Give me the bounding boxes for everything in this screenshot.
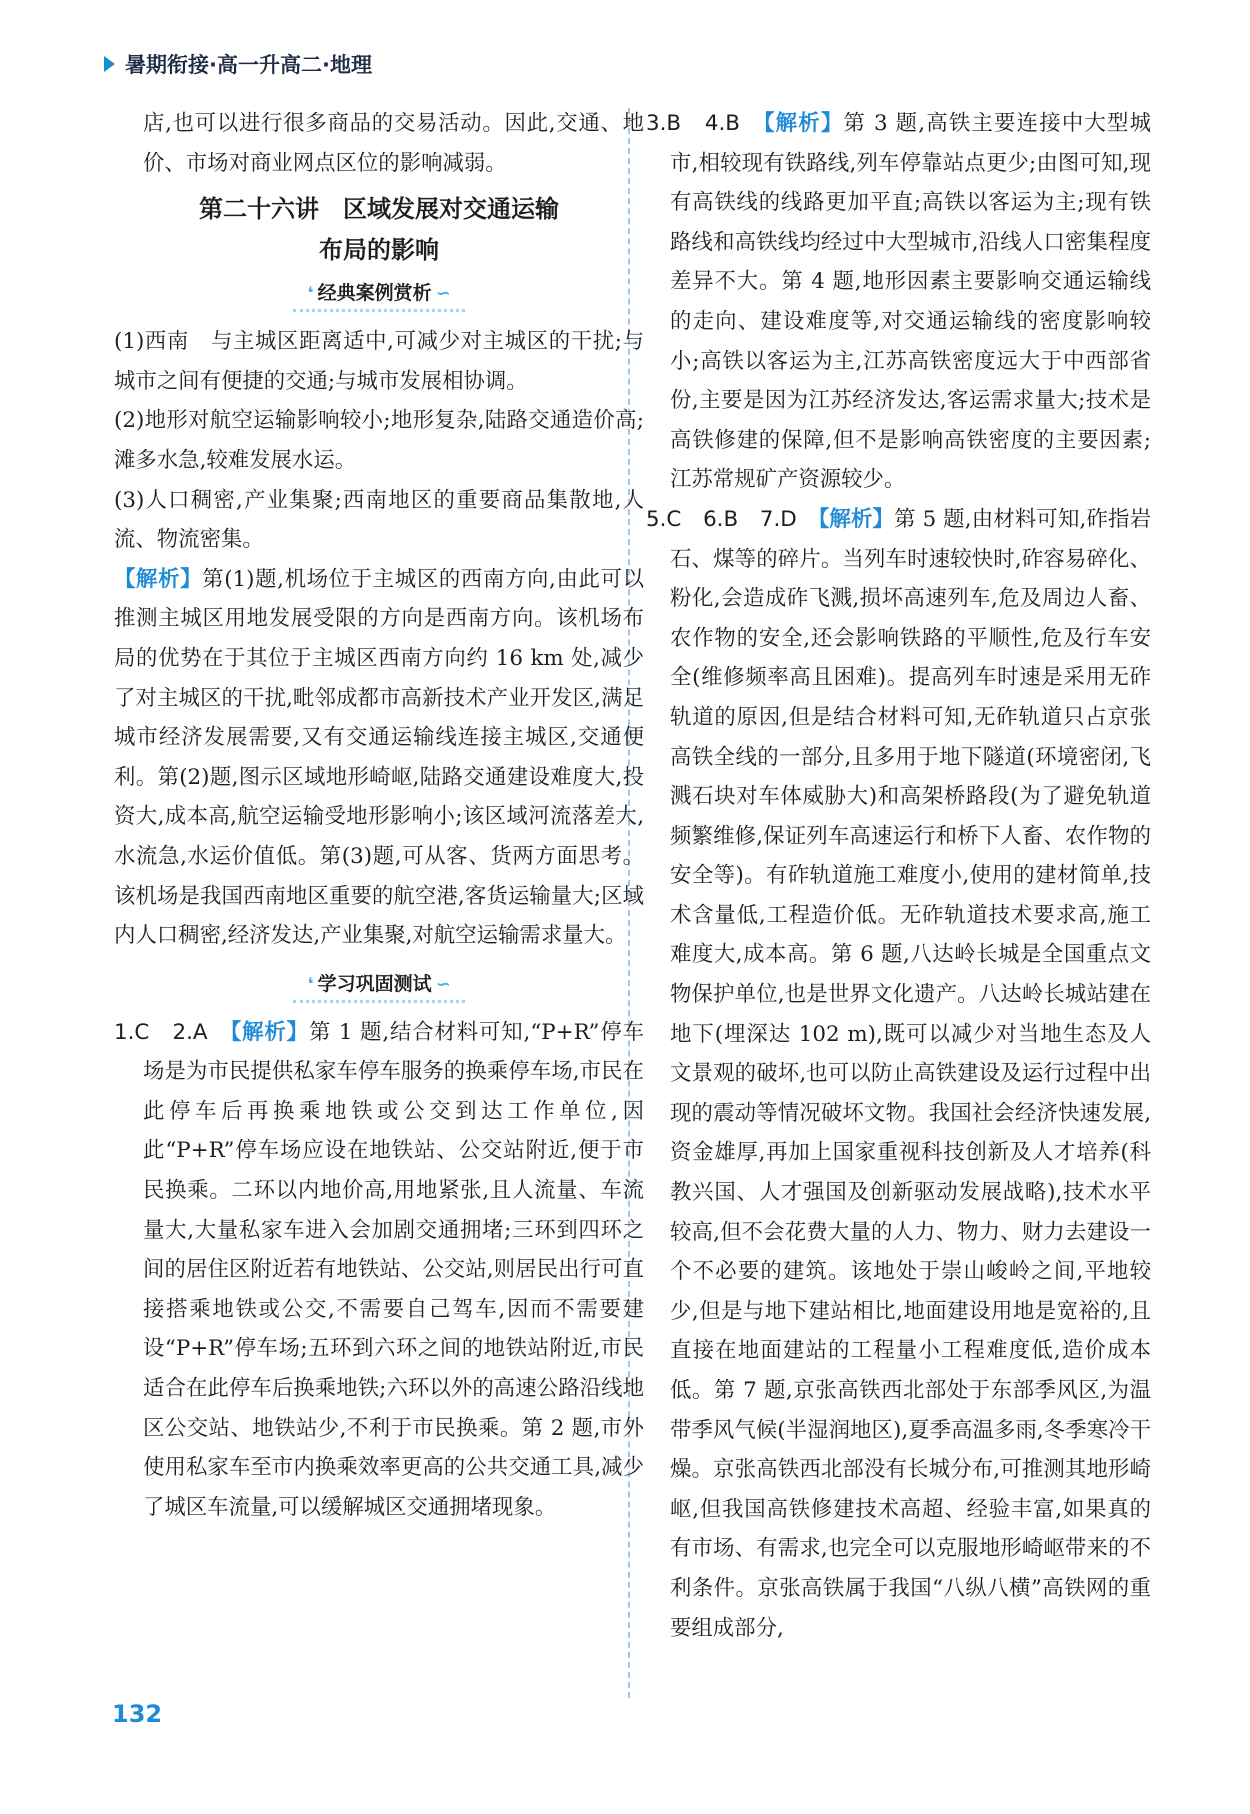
- running-header: [104, 44, 372, 84]
- section-heading-tests: [114, 970, 644, 1003]
- section-tag: [293, 970, 464, 1003]
- analysis-text: 第 5 题,由材料可知,砟指岩石、煤等的碎片。当列车时速较快时,砟容易碎化、粉化,会造成砟飞溅,损坏高速列车,危及周边人畜、农作物的安全,还会影响铁路的平顺性,危及行车安全(维修频率高且困难)。提高列车时速是采用无砟轨道的原因,但是结合材料可知,无砟轨道只占京张高铁全线的一部分,且多用于地下隧道(环境密闭,飞溅石块对车体威胁大)和高架桥路段(为了避免轨道频繁维修,保证列车高速运行和桥下人畜、农作物的安全等)。有砟轨道施工难度小,使用的建材简单,技术含量低,工程造价低。无砟轨道技术要求高,施工难度大,成本高。第 6 题,八达岭长城是全国重点文物保护单位,也是世界文化遗产。八达岭长城站建在地下(埋深达 102 m),既可以减少对当地生态及人文景观的破坏,也可以防止高铁建设及运行过程中出现的震动等情况破坏文物。我国社会经济快速发展,资金雄厚,再加上国家重视科技创新及人才培养(科教兴国、人才强国及创新驱动发展战略),技术水平较高,但不会花费大量的人力、物力、财力去建设一个不必要的建筑。该地处于崇山峻岭之间,平地较少,但是与地下建站相比,地面建设用地是宽裕的,且直接在地面建站的工程量小工程难度低,造价成本低。第 7 题,京张高铁西北部处于东部季风区,为温带季风气候(半湿润地区),夏季高温多雨,冬季寒冷干燥。京张高铁西北部没有长城分布,可推测其地形崎岖,但我国高铁修建技术高超、经验丰富,如果真的有市场、有需求,也完全可以克服地形崎岖带来的不利条件。京张高铁属于我国“八纵八横”高铁网的重要组成部分,: [670, 506, 1151, 1641]
- answer-3: (3)人口稠密,产业集聚;西南地区的重要商品集散地,人流、物流密集。: [114, 487, 644, 553]
- analysis-label: 【解析】: [114, 566, 203, 592]
- swirl-tail-icon: ∽: [435, 973, 451, 995]
- answer-1: (1)西南 与主城区距离适中,可减少对主城区的干扰;与城市之间有便捷的交通;与城市发展相协调。: [114, 329, 644, 394]
- answers-q1-q2: [114, 1013, 644, 1528]
- analysis-label: 【解析】: [818, 506, 895, 532]
- analysis-paragraph: [114, 560, 644, 956]
- analysis-text: 第(1)题,机场位于主城区的西南方向,由此可以推测主城区用地发展受限的方向是西南方向。该机场布局的优势在于其位于主城区西南方向约 16 km 处,减少了对主城区的干扰,毗邻成都市高新技术产业开发区,满足城市经济发展需要,又有交通运输线连接主城区,交通便利。第(2)题,图示区域地形崎岖,陆路交通建设难度大,投资大,成本高,航空运输受地形影响小;该区域河流落差大,水流急,水运价值低。第(3)题,可从客、货两方面思考。该机场是我国西南地区重要的航空港,客货运输量大;区域内人口稠密,经济发达,产业集聚,对航空运输需求量大。: [114, 566, 644, 949]
- analysis-text: 第 1 题,结合材料可知,“P+R”停车场是为市民提供私家车停车服务的换乘停车场,市民在此停车后再换乘地铁或公交到达工作单位,因此“P+R”停车场应设在地铁站、公交站附近,便于市民换乘。二环以内地价高,用地紧张,且人流量、车流量大,大量私家车进入会加剧交通拥堵;三环到四环之间的居住区附近若有地铁站、公交站,则居民出行可直接搭乘地铁或公交,不需要自己驾车,因而不需要建设“P+R”停车场;五环到六环之间的地铁站附近,市民适合在此停车后换乘地铁;六环以外的高速公路沿线地区公交站、地铁站少,不利于市民换乘。第 2 题,市外使用私家车至市内换乘效率更高的公共交通工具,减少了城区车流量,可以缓解城区交通拥堵现象。: [143, 1019, 644, 1520]
- analysis-text: 第 3 题,高铁主要连接中大型城市,相较现有铁路线,列车停靠站点更少;由图可知,现有高铁线的线路更加平直;高铁以客运为主;现有铁路线和高铁线均经过中大型城市,沿线人口密集程度差异不大。第 4 题,地形因素主要影响交通运输线的走向、建设难度等,对交通运输线的密度影响较小;高铁以客运为主,江苏高铁密度远大于中西部省份,主要是因为江苏经济发达,客运需求量大;技术是高铁修建的保障,但不是影响高铁密度的主要因素;江苏常规矿产资源较少。: [670, 111, 1151, 493]
- lecture-title-line-2: 布局的影响: [319, 236, 439, 265]
- section-tag: [293, 279, 464, 312]
- section-title: 经典案例赏析: [317, 282, 432, 305]
- section-heading-cases: [114, 279, 644, 312]
- swirl-tail-icon: ∽: [435, 283, 451, 305]
- answer-2: (2)地形对航空运输影响较小;地形复杂,陆路交通造价高;滩多水急,较难发展水运。: [114, 408, 644, 473]
- page-number: 132: [112, 1700, 163, 1728]
- quote-swirl-icon: ❛: [307, 283, 314, 305]
- answers-q3-q4: [646, 104, 1151, 500]
- header-title: 暑期衔接·高一升高二·地理: [125, 53, 372, 77]
- quote-swirl-icon: ❛: [307, 973, 314, 995]
- answer-keys: 1.C 2.A: [114, 1019, 231, 1045]
- answer-keys: 3.B 4.B: [646, 111, 764, 136]
- right-column: [646, 104, 1151, 1648]
- section-title: 学习巩固测试: [317, 972, 432, 995]
- analysis-label: 【解析】: [230, 1019, 309, 1045]
- lecture-title: [114, 189, 644, 271]
- left-column: [114, 104, 644, 1527]
- answer-keys: 5.C 6.B 7.D: [646, 506, 819, 532]
- lecture-title-line-1: 第二十六讲 区域发展对交通运输: [199, 195, 559, 224]
- answers-q5-q7: [646, 500, 1151, 1648]
- analysis-label: 【解析】: [763, 111, 844, 136]
- intro-paragraph: 店,也可以进行很多商品的交易活动。因此,交通、地价、市场对商业网点区位的影响减弱。: [143, 111, 644, 176]
- triangle-bullet-icon: [104, 56, 115, 72]
